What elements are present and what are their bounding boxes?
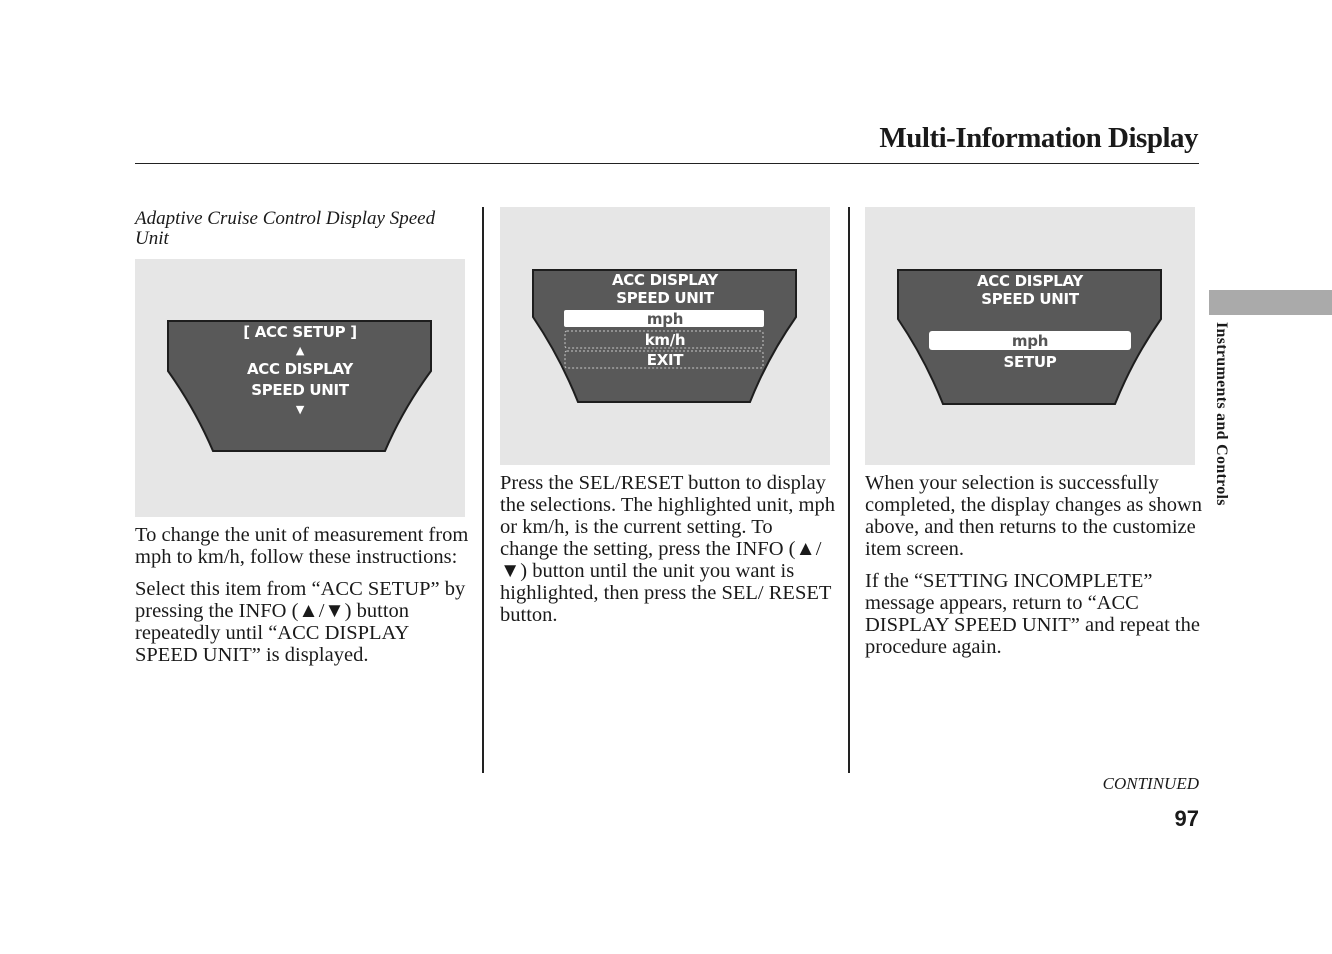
paragraph: If the “SETTING INCOMPLETE” message appears, return to “ACC DISPLAY SPEED UNIT” and repeat the procedure again.: [865, 570, 1200, 658]
column-divider-2: [848, 207, 850, 773]
page-number: 97: [1174, 806, 1199, 831]
lcd-illustration: [135, 259, 465, 517]
column-divider-1: [482, 207, 484, 773]
section-tab: [1209, 290, 1332, 315]
up-arrow-icon: ▲: [295, 344, 305, 357]
display-figure-unit-selection: [500, 207, 830, 465]
page-title: Multi-Information Display: [879, 122, 1198, 154]
paragraph: Press the SEL/RESET button to display the selections. The highlighted unit, mph or km/h, is the current setting. To change the setting, press the INFO (▲/▼) button until the unit you want is highlighted, then press the SEL/ RESET button.: [500, 472, 835, 626]
paragraph: When your selection is successfully completed, the display changes as shown above, and then returns to the customize item screen.: [865, 472, 1203, 560]
paragraph: Select this item from “ACC SETUP” by pressing the INFO (▲/▼) button repeatedly until “ACC DISPLAY SPEED UNIT” is displayed.: [135, 578, 466, 666]
lcd-illustration: [865, 207, 1195, 465]
header-rule: [135, 163, 1199, 164]
column-2-text: [500, 472, 835, 636]
display-figure-acc-setup: [135, 259, 465, 517]
lcd-setup-label: SETUP: [1003, 353, 1057, 371]
section-tab-label: Instruments and Controls: [1213, 322, 1230, 506]
lcd-option-exit: EXIT: [646, 351, 684, 369]
lcd-option-mph: mph: [646, 310, 684, 328]
paragraph: To change the unit of measurement from mph to km/h, follow these instructions:: [135, 524, 469, 568]
lcd-acc-setup-label: [ ACC SETUP ]: [243, 323, 357, 341]
lcd-acc-display-label: ACC DISPLAY: [977, 272, 1083, 290]
lcd-speed-unit-label: SPEED UNIT: [981, 290, 1079, 308]
lcd-acc-display-label: ACC DISPLAY: [612, 271, 718, 289]
column-1-text: [135, 524, 470, 676]
column-3-text: [865, 472, 1205, 668]
lcd-option-kmh: km/h: [644, 331, 686, 349]
lcd-speed-unit-label: SPEED UNIT: [251, 381, 349, 399]
down-arrow-icon: ▼: [295, 403, 305, 416]
lcd-selected-unit: mph: [1011, 332, 1049, 350]
lcd-speed-unit-label: SPEED UNIT: [616, 289, 714, 307]
lcd-acc-display-label: ACC DISPLAY: [247, 360, 353, 378]
lcd-illustration: [500, 207, 830, 465]
continued-label: CONTINUED: [1102, 774, 1199, 793]
figure-caption: Adaptive Cruise Control Display Speed Unit: [135, 208, 436, 249]
display-figure-completed: [865, 207, 1195, 465]
